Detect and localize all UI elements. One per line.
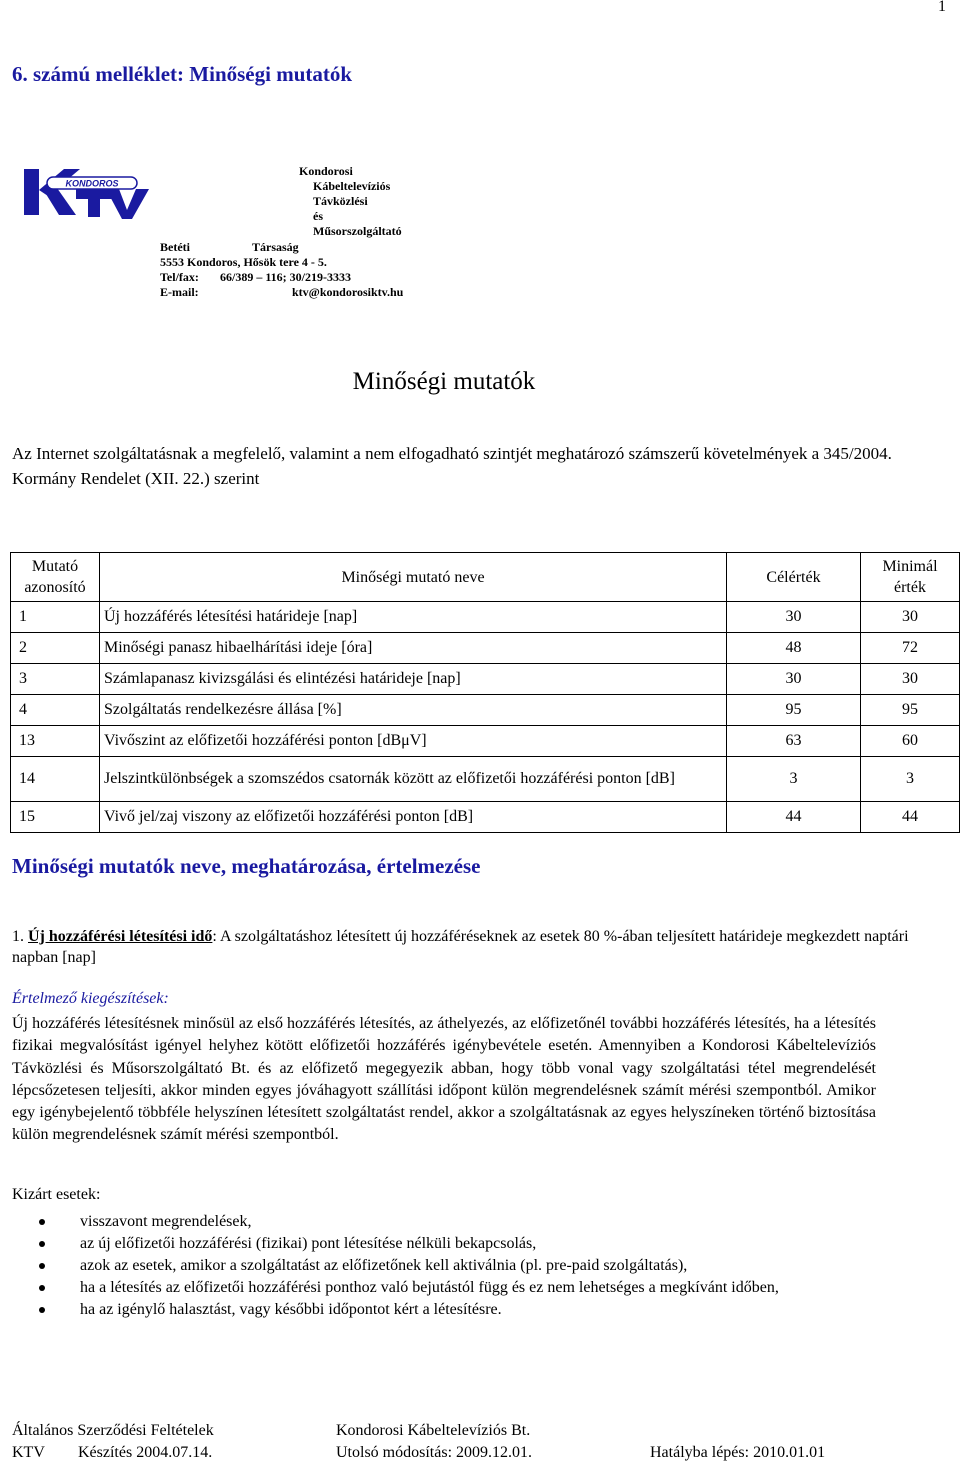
cell-min: 44 xyxy=(861,802,960,833)
quality-indicators-table xyxy=(10,552,960,833)
company-form-right: Társaság xyxy=(252,240,299,254)
item-label: Új hozzáférési létesítési idő xyxy=(28,928,213,945)
cell-id: 15 xyxy=(11,802,100,833)
cell-min: 3 xyxy=(861,757,960,802)
tel-label: Tel/fax: xyxy=(160,270,199,284)
company-form-left: Betéti xyxy=(160,240,190,254)
email-label: E-mail: xyxy=(160,285,199,299)
cell-target: 30 xyxy=(727,664,861,695)
section-title: Minőségi mutatók neve, meghatározása, értelmezése xyxy=(12,854,481,878)
company-line: és xyxy=(313,209,323,223)
table-header-row xyxy=(11,553,960,602)
header-id: Mutató azonosító xyxy=(11,553,100,602)
list-item: ha a létesítés az előfizetői hozzáférési ponthoz való bejutástól függ és ez nem lehetséges a megkívánt időben, xyxy=(0,1277,880,1299)
company-logo xyxy=(24,166,152,222)
intro-paragraph: Az Internet szolgáltatásnak a megfelelő, valamint a nem elfogadható szintjét meghatározó számszerű követelmények a 345/2004. Kormány Rendelet (XII. 22.) szerint xyxy=(12,444,892,488)
header-name: Minőségi mutató neve xyxy=(100,553,727,602)
footer-ktv: KTV xyxy=(12,1444,45,1461)
cell-name: Vivő jel/zaj viszony az előfizetői hozzáférési ponton [dB] xyxy=(100,802,727,833)
company-address: 5553 Kondoros, Hősök tere 4 - 5. xyxy=(160,255,327,269)
cell-id: 14 xyxy=(11,757,100,802)
table-row xyxy=(11,802,960,833)
list-item: visszavont megrendelések, xyxy=(0,1211,880,1233)
logo-text: KONDOROS xyxy=(65,178,119,189)
cell-target: 3 xyxy=(727,757,861,802)
cell-id: 2 xyxy=(11,633,100,664)
item-text: A szolgáltatáshoz létesített új hozzáféréseknek az esetek 80 %-ában teljesített határideje megkezdett naptári napban [nap] xyxy=(12,928,909,966)
list-item: az új előfizetői hozzáférési (fizikai) pont létesítése nélküli bekapcsolás, xyxy=(0,1233,880,1255)
cell-id: 4 xyxy=(11,695,100,726)
cell-name: Vivőszint az előfizetői hozzáférési ponton [dBμV] xyxy=(100,726,727,757)
table-row xyxy=(11,633,960,664)
list-item: ha az igénylő halasztást, vagy későbbi időpontot kért a létesítésre. xyxy=(0,1299,880,1321)
definition-item-1 xyxy=(12,926,942,968)
footer-modified: Utolsó módosítás: 2009.12.01. xyxy=(336,1444,533,1461)
table-row xyxy=(11,726,960,757)
cell-min: 95 xyxy=(861,695,960,726)
table-row xyxy=(11,602,960,633)
footer-created: Készítés 2004.07.14. xyxy=(78,1444,213,1461)
cell-id: 13 xyxy=(11,726,100,757)
cell-min: 72 xyxy=(861,633,960,664)
cell-target: 63 xyxy=(727,726,861,757)
page-number: 1 xyxy=(938,0,946,15)
footer-effective: Hatályba lépés: 2010.01.01 xyxy=(650,1444,826,1461)
company-line: Műsorszolgáltató xyxy=(313,224,402,238)
document-heading: 6. számú melléklet: Minőségi mutatók xyxy=(12,62,353,86)
main-title: Minőségi mutatók xyxy=(352,368,536,395)
table-row xyxy=(11,757,960,802)
cell-id: 3 xyxy=(11,664,100,695)
company-line: Kondorosi xyxy=(299,164,353,178)
cell-name: Számlapanasz kivizsgálási és elintézési határideje [nap] xyxy=(100,664,727,695)
cell-name: Új hozzáférés létesítési határideje [nap] xyxy=(100,602,727,633)
interpretation-heading: Értelmező kiegészítések: xyxy=(12,990,169,1007)
item-separator: : xyxy=(212,928,217,945)
cell-name: Jelszintkülönbségek a szomszédos csatornák között az előfizetői hozzáférési ponton [dB] xyxy=(100,757,727,802)
footer-company: Kondorosi Kábeltelevíziós Bt. xyxy=(336,1422,531,1439)
tel-value: 66/389 – 116; 30/219-3333 xyxy=(220,270,351,284)
table-row xyxy=(11,664,960,695)
excluded-cases-list xyxy=(0,1211,960,1321)
company-line: Kábeltelevíziós xyxy=(313,179,391,193)
cell-target: 95 xyxy=(727,695,861,726)
footer-terms: Általános Szerződési Feltételek xyxy=(12,1422,214,1439)
excluded-cases-heading: Kizárt esetek: xyxy=(12,1186,101,1203)
interpretation-body: Új hozzáférés létesítésnek minősül az első hozzáférés létesítés, az áthelyezés, az előfizetőnél további hozzáférés létesítés, ha a létesítés fizikai megvalósítást igényel helyhez kötött előfizetői hozzáférés igénybevétele esetén. Amennyiben a Kondorosi Kábeltelevíziós Távközlési és Műsorszolgáltató Bt. és az előfizető megegyezik abban, hogy több vonal vagy szolgáltatási tétel megrendelését lépcsőzetesen teljesíti, akkor minden egyes jóváhagyott szállítási időpont külön megrendelésnek számít mérési szempontból. Amikor egy igénybejelentő többféle helyszínen létesített szolgáltatást rendel, akkor a szolgáltatásnak az egyes helyszíneken történő biztosítása külön megrendelésnek számít mérési szempontból. xyxy=(12,1015,876,1144)
table-row xyxy=(11,695,960,726)
cell-min: 30 xyxy=(861,602,960,633)
item-number: 1. xyxy=(12,928,24,945)
company-line: Távközlési xyxy=(313,194,368,208)
cell-target: 44 xyxy=(727,802,861,833)
cell-name: Szolgáltatás rendelkezésre állása [%] xyxy=(100,695,727,726)
cell-min: 30 xyxy=(861,664,960,695)
header-target: Célérték xyxy=(727,553,861,602)
cell-min: 60 xyxy=(861,726,960,757)
header-min: Minimál érték xyxy=(861,553,960,602)
email-value: ktv@kondorosiktv.hu xyxy=(292,285,404,299)
list-item: azok az esetek, amikor a szolgáltatást az előfizetőnek kell aktiválnia (pl. pre-paid szolgáltatás), xyxy=(0,1255,880,1277)
cell-name: Minőségi panasz hibaelhárítási ideje [óra] xyxy=(100,633,727,664)
cell-target: 30 xyxy=(727,602,861,633)
cell-id: 1 xyxy=(11,602,100,633)
cell-target: 48 xyxy=(727,633,861,664)
